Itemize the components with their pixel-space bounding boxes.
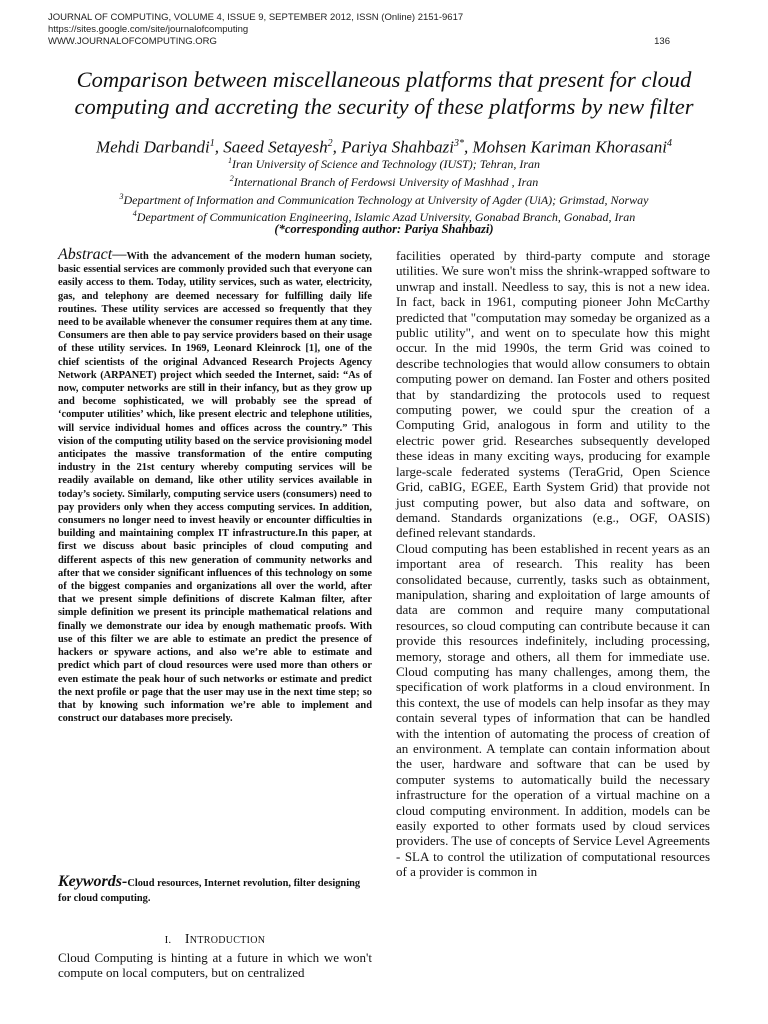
section-title: Introduction: [184, 932, 266, 947]
author-superscript: 1: [209, 138, 215, 149]
author-superscript: 4: [667, 138, 673, 149]
author-separator: ,: [214, 137, 224, 157]
section-number: I.: [164, 934, 172, 946]
affiliation-text: Department of Information and Communication Technology at University of Agder (UiA); Grimstad, Norway: [123, 193, 649, 207]
affiliation: [20, 172, 748, 189]
body-paragraph: facilities operated by third-party compute and storage utilities. We sure won't miss the shrink-wrapped software to unwrap and install. Needless to say, this is not a new idea. In fact, back in 1961, computing pioneer John McCarthy predicted that "computation may someday be organized as a public utility", and went on to speculate how this might occur. In the mid 1990s, the term Grid was coined to describe technologies that would allow consumers to obtain computing power on demand. Ian Foster and others posited that by standardizing the protocols used to request computing power, we could spur the creation of a Computing Grid, analogous in form and utility to the electric power grid. Researches subsequently developed these ideas in many exciting ways, producing for example large-scale federated systems (TeraGrid, Open Science Grid, caBIG, EGEE, Earth System Grid) that provide not just computing power, but also data and software, on demand. Standards organizations (e.g., OGF, OASIS) defined relevant standards.: [396, 248, 710, 541]
journal-header-line: JOURNAL OF COMPUTING, VOLUME 4, ISSUE 9, SEPTEMBER 2012, ISSN (Online) 2151-9617: [48, 12, 464, 23]
abstract-heading: Abstract—: [58, 246, 127, 263]
body-paragraph: Cloud computing has been established in recent years as an important area of research. This reality has been consolidated because, currently, tasks such as obtainment, manipulation, sharing and exploitation of large amounts of data are common and require many computational resources, so cloud computing can contribute because it can provide this resources indefinitely, including processing, memory, storage and others, all them for immediate use. Cloud computing has many challenges, among them, the specification of work platforms in a cloud environment. In this context, the use of models can help insofar as they may contain several types of information that can be handled with the intention of automating the process of creation of an environment. A template can contain information about the user, hardware and software that can be used by computer systems to automatically build the necessary infrastructure for the operation of a virtual machine on a cloud computing environment. In addition, models can be easily exported to other formats used by cloud services providers. The use of concepts of Service Level Agreements - SLA to control the utilization of computational resources of a provider is common in: [396, 540, 710, 880]
introduction-paragraph: Cloud Computing is hinting at a future in which we won't compute on local computers, but on centralized: [58, 950, 372, 981]
page-number: 136: [654, 36, 670, 47]
author-superscript: 2: [327, 138, 333, 149]
affiliation-superscript: 1: [227, 156, 232, 165]
affiliation-text: International Branch of Ferdowsi University of Mashhad , Iran: [233, 175, 539, 189]
paper-title: Comparison between miscellaneous platforms that present for cloud computing and accreting the security of these platforms by new filter: [74, 67, 694, 119]
abstract-section: [58, 248, 372, 725]
affiliation-superscript: 2: [229, 174, 234, 183]
affiliation: [20, 154, 748, 171]
affiliation-superscript: 3: [119, 192, 124, 201]
author-name: Saeed Setayesh: [223, 137, 328, 157]
author-superscript: 3*: [453, 138, 464, 149]
abstract-text: With the advancement of the modern human society, basic essential services are commonly provided such that everyone can easily access to them. Today, utility services, such as water, electricity, gas, and telephony are deemed necessary for fulfilling daily life routines. These utility services are accessed so frequently that they need to be available whenever the consumer requires them at any time. Consumers are then able to pay service providers based on their usage of these utility services. In 1969, Leonard Kleinrock [1], one of the chief scientists of the original Advanced Research Projects Agency Network (ARPANET) project which seeded the Internet, said: “As of now, computer networks are still in their infancy, but as they grow up and become sophisticated, we will probably see the spread of ‘computer utilities’ which, like present electric and telephone utilities, will service individual homes and offices across the country.” This vision of the computing utility based on the service provisioning model anticipates the massive transformation of the entire computing industry in the 21st century whereby computing services will be readily available on demand, like other utility services available in today’s society. Similarly, computing service users (consumers) need to pay providers only when they access computing services. In addition, consumers no longer need to invest heavily or encounter difficulties in building and maintaining complex IT infrastructure.In this paper, at first we discuss about basic principles of cloud computing and different aspects of this new generation of community networks and after that we consider significant influences of this technology on some of the biggest companies and organizations all over the world, after that we present simple definitions of discrete Kalman filter, after simple definition we present its principle mathematical relations and finally we demonstrate our idea by enough mathematic proofs. With use of this filter we are able to estimate an predict the presence of hackers or spyware actions, and also we’re able to estimate and predict which part of cloud resources were used more than others or even estimate the peak hour of such networks or estimate and predict the next profile or page that the user may use in the next time step; so that by knowing such information we’re able to implement and construct our databases more precisely.: [58, 251, 372, 725]
keywords-text: Cloud resources, Internet revolution, filter designing for cloud computing.: [58, 878, 361, 904]
author-name: Mehdi Darbandi: [95, 137, 210, 157]
journal-website[interactable]: WWW.JOURNALOFCOMPUTING.ORG: [48, 36, 217, 47]
keywords-section: [58, 874, 372, 906]
affiliation-superscript: 4: [132, 209, 137, 218]
section-heading: [58, 932, 372, 948]
affiliation-text: Iran University of Science and Technology (IUST); Tehran, Iran: [231, 157, 541, 171]
keywords-heading: Keywords-: [58, 873, 128, 890]
author-separator: ,: [463, 137, 473, 157]
author-separator: ,: [332, 137, 342, 157]
affiliation: [20, 190, 748, 207]
right-column: [396, 248, 710, 880]
corresponding-author: (*corresponding author: Pariya Shahbazi): [274, 222, 494, 236]
author-name: Pariya Shahbazi: [341, 137, 454, 157]
affiliation-text: Department of Communication Engineering, Islamic Azad University, Gonabad Branch, Gonabad, Iran: [136, 210, 636, 224]
author-name: Mohsen Kariman Khorasani: [472, 137, 668, 157]
journal-url[interactable]: https://sites.google.com/site/journalofcomputing: [48, 24, 249, 35]
